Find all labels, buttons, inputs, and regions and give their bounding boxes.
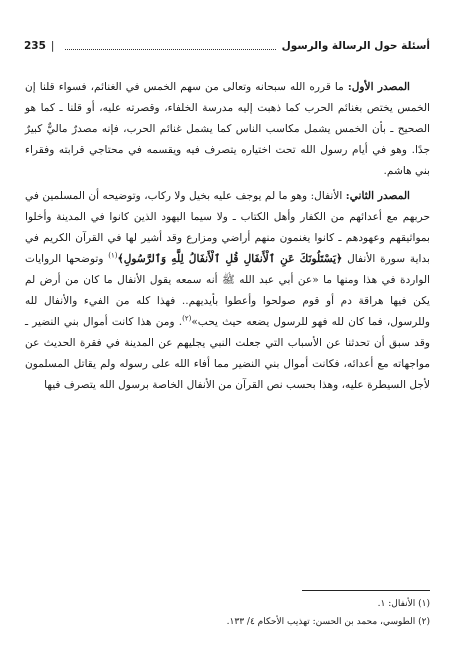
running-header-title: أسئلة حول الرسالة والرسول — [281, 40, 430, 52]
running-header — [24, 40, 430, 52]
second-source-text-before-verse: الأنفال: وهو ما لم يوجف عليه بخيل ولا ركاب، وتوضيحه أن المسلمين في حربهم مع أعدائهم من الكفار وأهل الكتاب ـ ولا سيما اليهود الذين كانوا في المدينة وأخلوا بمواثيقهم وعهودهم ـ كانوا يغنمون منهم أراضي ومزارع وقد أشير لها في القرآن الكريم في بداية سورة الأنفال — [25, 190, 430, 265]
header-dot-leader — [65, 43, 275, 50]
paragraph-first-source — [25, 77, 430, 182]
first-source-term: المصدر الأول: — [347, 81, 410, 93]
header-separator: | — [50, 40, 55, 52]
footnote-2: (٢) الطوسي، محمد بن الحسن: تهذيب الأحكام ٤/ ١٣٣. — [226, 617, 430, 627]
footnote-divider — [302, 590, 430, 591]
footnote-ref-1: (١) — [108, 251, 118, 260]
second-source-text-end: . ومن هذا كانت أموال بني النضير ـ وقد سبق أن تحدثنا عن الأسباب التي جعلت النبي يجليهم عن المدينة في فقرة الحديث عن مواجهاته مع أعدائه، فكانت أموال بني النضير مما أفاء الله على رسوله ولم يقاتل المسلمون لأجل السيطرة عليه، وهذا بحسب نص القرآن من الأنفال الخاصة برسول الله يتصرف فيها — [25, 316, 430, 391]
quran-verse: ﴿يَسْتَلُونَكَ عَنِ ٱلْأَنفَالِ قُلِ ٱلْأَنفَالُ لِلَّهِ وَٱلرَّسُولِ﴾ — [117, 253, 343, 265]
first-source-text: ما قرره الله سبحانه وتعالى من سهم الخمس في الغنائم، فسواء قلنا إن الخمس يختص بغنائم الحرب كما ذهبت إليه مدرسة الخلفاء، وقصرته عليه، أو قلنا ـ كما هو الصحيح ـ بأن الخمس يشمل مكاسب الناس كما يشمل غنائم الحرب، فإنه مصدرٌ ماليٌّ كبيرٌ جدًا. وهو في أيام رسول الله تحت اختياره يتصرف فيه ويقسمه في محتاجي قرابته وفقراء بني هاشم. — [25, 81, 430, 177]
footnotes — [25, 595, 430, 631]
footnote-1: (١) الأنفال: ١. — [377, 599, 430, 609]
footnote-ref-2: (٢) — [182, 314, 192, 323]
paragraph-second-source — [25, 186, 430, 396]
second-source-term: المصدر الثاني: — [345, 190, 410, 202]
second-source-text-after-verse: وتوضحها الروايات الواردة في هذا ومنها ما «عن أبي عبد الله ﷺ أنه سمعه يقول الأنفال ما كان من أرض لم يكن فيها هراقة دم أو قوم صولحوا وأعطوا بأيديهم.. فهذا كله من الفيء والأنفال لله وللرسول، فما كان لله فهو للرسول يضعه حيث يحب» — [25, 253, 430, 328]
page-number: 235 — [24, 40, 46, 52]
main-text — [25, 77, 430, 396]
